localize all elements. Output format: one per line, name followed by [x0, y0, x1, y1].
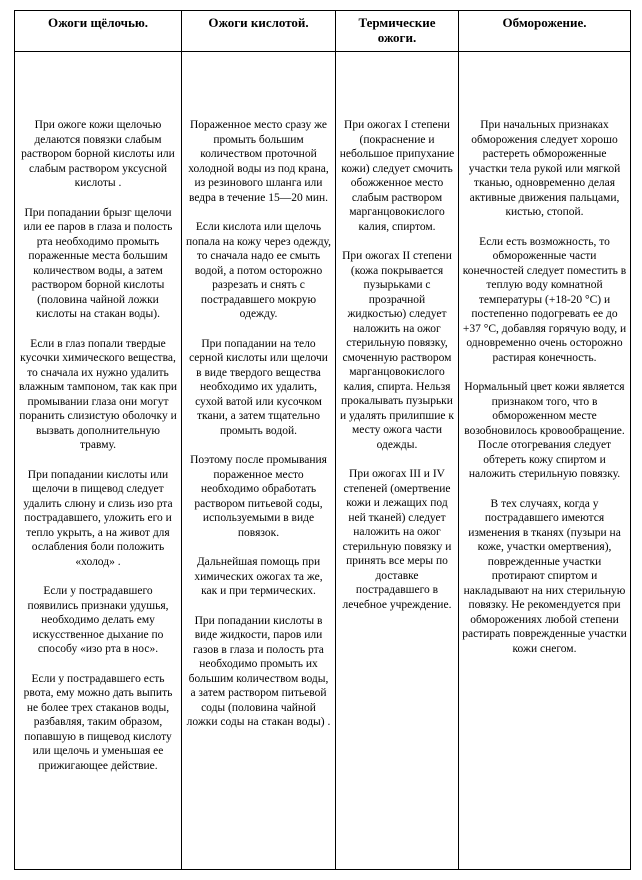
paragraph: В тех случаях, когда у пострадавшего имеются изменения в тканях (пузыри на коже, участки омертвения), поврежденные участки протирают спиртом и накладывают на них стерильную повязку. Не рекомендуется при обморожениях любой степени растирать поврежденные участки кожи снегом.	[462, 497, 627, 655]
paragraph: При начальных признаках обморожения следует хорошо растереть обмороженные участки тела рукой или мягкой тканью, одновременно делая активные движения пальцами, кистью, стопой.	[468, 119, 621, 218]
paragraph: При ожоге кожи щелочью делаются повязки слабым раствором борной кислоты или слабым раствором уксусной кислоты .	[21, 119, 175, 189]
paragraph: При попадании кислоты в виде жидкости, паров или газов в глаза и полость рта необходимо промыть их большим количеством воды, а затем раствором питьевой соды (половина чайной ложки соды на стакан воды) .	[186, 614, 331, 728]
paragraph: Нормальный цвет кожи является признаком того, что в обмороженном месте возобновилось кровообращение. После отогревания следует обтереть кожу спиртом и наложить стерильную повязку.	[464, 381, 625, 480]
paragraph: Если в глаз попали твердые кусочки химического вещества, то сначала их нужно удалить влажным тампоном, так как при промывании глаза они могут поранить слизистую оболочку и вызвать дополнительную травму.	[18, 337, 178, 451]
header-frostbite: Обморожение.	[459, 11, 631, 52]
paragraph: Дальнейшая помощь при химических ожогах та же, как и при термических.	[194, 556, 323, 597]
first-aid-table	[14, 10, 631, 870]
table-body-row	[15, 52, 631, 870]
column-alkali-burns	[15, 52, 182, 870]
header-acid-burns: Ожоги кислотой.	[182, 11, 336, 52]
paragraph: Если есть возможность, то обмороженные части конечностей следует поместить в теплую воду комнатной температуры (+18-20 °С) и постепенно подогревать ее до +37 °С, добавляя горячую воду, и одновременно очень осторожно растирая конечность.	[462, 235, 627, 364]
column-frostbite	[459, 52, 631, 870]
paragraph: При попадании кислоты или щелочи в пищевод следует удалить слюну и слизь изо рта пострадавшего, уложить его и тепло укрыть, а на живот для ослабления боли положить «холод» .	[23, 468, 173, 568]
document-page	[14, 10, 630, 870]
table-header-row	[15, 11, 631, 52]
column-thermal-burns	[336, 52, 459, 870]
paragraph: При попадании на тело серной кислоты или щелочи в виде твердого вещества необходимо их удалить, сухой ватой или кусочком ткани, а затем тщательно промыть водой.	[189, 337, 328, 437]
paragraph: При ожогах III и IV степеней (омертвение кожи и лежащих под ней тканей) следует наложить на ожог стерильную повязку и принять все меры по доставке пострадавшего в лечебное учреждение.	[342, 468, 452, 611]
header-alkali-burns: Ожоги щёлочью.	[15, 11, 182, 52]
paragraph: Если у пострадавшего есть рвота, ему можно дать выпить не более трех стаканов воды, разбавляя, таким образом, попавшую в пищевод кислоту или щелочь и уменьшая ее прижигающее действие.	[23, 672, 173, 772]
paragraph: При ожогах I степени (покраснение и небольшое припухание кожи) следует смочить обожженное место слабым раствором марганцовокислого калия, спиртом.	[339, 119, 455, 233]
paragraph: При ожогах II степени (кожа покрывается пузырьками с прозрачной жидкостью) следует наложить на ожог стерильную повязку, смоченную раствором марганцовокислого калия, спирта. Нельзя прокалывать пузырьки и удалять прилипшие к месту ожога части одежды.	[340, 250, 454, 451]
paragraph: Если кислота или щелочь попала на кожу через одежду, то сначала надо ее смыть водой, а потом осторожно разрезать и снять с пострадавшего мокрую одежду.	[185, 221, 332, 320]
header-thermal-burns: Термические ожоги.	[336, 11, 459, 52]
paragraph: Поэтому после промывания пораженное место необходимо обработать раствором питьевой соды, используемыми в виде повязок.	[190, 454, 327, 539]
paragraph: При попадании брызг щелочи или ее паров в глаза и полость рта необходимо промыть пораженные места большим количеством воды, а затем раствором борной кислоты (половина чайной ложки кислоты на стакан воды).	[23, 206, 173, 320]
paragraph: Если у пострадавшего появились признаки удушья, необходимо делать ему искусственное дыхание по способу «изо рта в нос».	[27, 585, 169, 655]
paragraph: Пораженное место сразу же промыть большим количеством проточной холодной воды из под крана, из резинового шланга или ведра в течение 15—20 мин.	[188, 119, 329, 204]
column-acid-burns	[182, 52, 336, 870]
